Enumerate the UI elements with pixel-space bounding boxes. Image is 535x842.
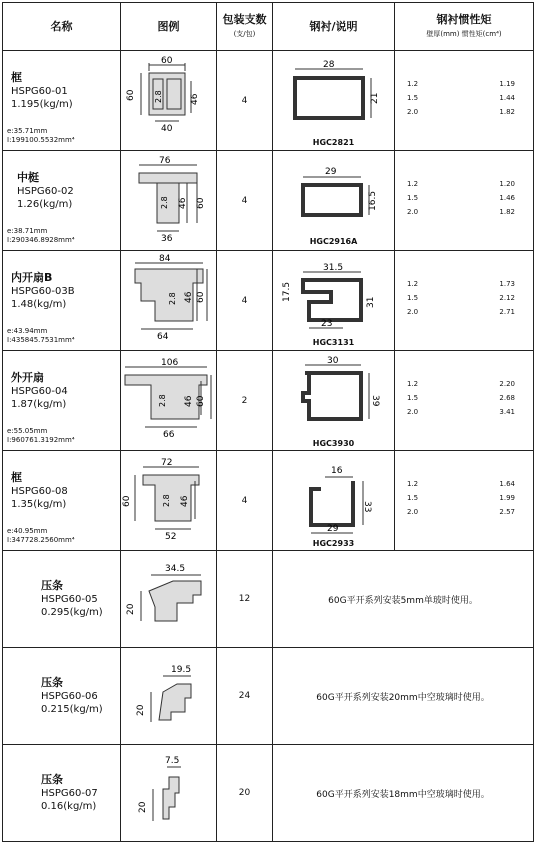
steel-code: HGC3930 (312, 439, 355, 448)
header-steel: 钢衬/说明 (273, 3, 395, 51)
thickness: 1.5 (407, 393, 419, 402)
steel-drawing (273, 453, 395, 535)
dim-label: 28 (323, 60, 335, 70)
steel-drawing (273, 54, 395, 134)
qty-cell: 4 (217, 51, 273, 151)
name-cell (3, 648, 121, 745)
profile-weight: 1.48(kg/m) (11, 299, 67, 310)
header-row (3, 3, 534, 51)
dim-label: 17.5 (282, 281, 292, 302)
profile-drawing (121, 648, 217, 740)
inertia-list (395, 280, 533, 322)
name-cell (3, 151, 121, 251)
moment: 1.82 (499, 107, 515, 116)
moment: 1.19 (499, 79, 515, 88)
dim-label: 2.8 (160, 196, 169, 209)
profile-drawing (121, 451, 217, 546)
profile-name: 中梃 (17, 171, 39, 184)
dim-label: 19.5 (171, 665, 192, 675)
thickness: 2.0 (407, 407, 419, 416)
thickness: 2.0 (407, 207, 419, 216)
name-cell (3, 351, 121, 451)
dim-label: 46 (178, 197, 188, 209)
moment: 2.12 (499, 293, 515, 302)
inertia-list (395, 180, 533, 222)
moment: 3.41 (499, 407, 515, 416)
table-row (3, 51, 534, 151)
thickness: 1.5 (407, 93, 419, 102)
profile-name: 压条 (41, 676, 63, 689)
header-inertia (395, 3, 534, 51)
profile-code: HSPG60-03B (11, 286, 75, 297)
table-row (3, 745, 534, 842)
thickness: 1.2 (407, 79, 419, 88)
dim-label: 60 (126, 89, 136, 101)
moment: 1.64 (499, 479, 515, 488)
profile-code: HSPG60-01 (11, 86, 68, 97)
moment: 2.68 (499, 393, 515, 402)
thickness: 1.2 (407, 179, 419, 188)
steel-code: HGC2916A (309, 237, 358, 246)
name-cell (3, 251, 121, 351)
header-packing-label: 包装支数 (222, 12, 267, 26)
header-figure: 图例 (121, 3, 217, 51)
thickness: 1.5 (407, 193, 419, 202)
header-packing (217, 3, 273, 51)
profile-code: HSPG60-04 (11, 386, 68, 397)
profile-drawing (121, 351, 217, 446)
moment: 1.73 (499, 279, 515, 288)
header-name: 名称 (3, 3, 121, 51)
inertia-cell (395, 451, 534, 551)
figure-cell (121, 745, 217, 842)
thickness: 1.2 (407, 479, 419, 488)
profile-e: e:55.05mm (7, 427, 48, 435)
header-packing-unit: (支/包) (233, 29, 256, 38)
thickness: 1.2 (407, 279, 419, 288)
inertia-cell (395, 51, 534, 151)
dim-label: 7.5 (165, 756, 180, 766)
dim-label: 20 (138, 801, 148, 813)
profile-name: 压条 (41, 579, 63, 592)
steel-cell (273, 351, 395, 451)
dim-label: 16.5 (368, 190, 378, 211)
steel-cell (273, 51, 395, 151)
qty-cell: 4 (217, 251, 273, 351)
profile-e: e:35.71mm (7, 127, 48, 135)
dim-label: 84 (159, 254, 171, 264)
figure-cell (121, 151, 217, 251)
profile-e: e:40.95mm (7, 527, 48, 535)
steel-code: HGC2933 (312, 539, 355, 548)
moment: 2.20 (499, 379, 515, 388)
dim-label: 20 (136, 704, 146, 716)
table-row (3, 551, 534, 648)
moment: 2.57 (499, 507, 515, 516)
table-row (3, 151, 534, 251)
dim-label: 33 (362, 501, 372, 513)
profile-drawing (121, 151, 217, 246)
qty-cell: 12 (217, 551, 273, 648)
dim-label: 23 (321, 319, 333, 329)
inertia-cell (395, 351, 534, 451)
profile-e: e:43.94mm (7, 327, 48, 335)
dim-label: 34.5 (165, 564, 186, 574)
table-row (3, 351, 534, 451)
figure-cell (121, 648, 217, 745)
steel-cell (273, 451, 395, 551)
profile-code: HSPG60-02 (17, 186, 74, 197)
profile-drawing (121, 551, 217, 643)
steel-drawing (273, 254, 395, 334)
profile-name: 外开扇 (11, 371, 44, 384)
figure-cell (121, 451, 217, 551)
thickness: 1.2 (407, 379, 419, 388)
dim-label: 60 (196, 395, 206, 407)
profile-weight: 0.295(kg/m) (41, 607, 103, 618)
profile-code: HSPG60-05 (41, 594, 98, 605)
profile-name: 框 (11, 71, 22, 84)
dim-label: 36 (161, 234, 173, 244)
dim-label: 46 (184, 291, 194, 303)
inertia-list (395, 480, 533, 522)
profile-inertia: I:347728.2560mm⁴ (7, 536, 75, 544)
profile-code: HSPG60-08 (11, 486, 68, 497)
inertia-cell (395, 151, 534, 251)
dim-label: 46 (180, 495, 190, 507)
profile-inertia: I:960761.3192mm⁴ (7, 436, 75, 444)
profile-weight: 1.35(kg/m) (11, 499, 67, 510)
moment: 1.20 (499, 179, 515, 188)
inertia-cell (395, 251, 534, 351)
dim-label: 20 (126, 603, 136, 615)
profile-weight: 1.195(kg/m) (11, 99, 73, 110)
profile-e: e:38.71mm (7, 227, 48, 235)
qty-cell: 4 (217, 451, 273, 551)
qty-cell: 20 (217, 745, 273, 842)
profile-code: HSPG60-06 (41, 691, 98, 702)
profile-drawing (121, 745, 217, 837)
dim-label: 31.5 (323, 263, 344, 273)
inertia-list (395, 380, 533, 422)
profile-weight: 0.16(kg/m) (41, 801, 97, 812)
dim-label: 64 (157, 332, 169, 342)
name-cell (3, 451, 121, 551)
dim-label: 2.8 (158, 394, 167, 407)
qty-cell: 24 (217, 648, 273, 745)
name-cell (3, 51, 121, 151)
dim-label: 52 (165, 532, 177, 542)
profile-drawing (121, 251, 217, 346)
dim-label: 30 (327, 356, 339, 366)
dim-label: 72 (161, 458, 173, 468)
dim-label: 76 (159, 156, 171, 166)
dim-label: 60 (196, 291, 206, 303)
dim-label: 2.8 (168, 292, 177, 305)
profile-name: 框 (11, 471, 22, 484)
steel-code: HGC2821 (312, 138, 355, 147)
dim-label: 106 (161, 358, 179, 368)
thickness: 1.5 (407, 493, 419, 502)
figure-cell (121, 351, 217, 451)
profile-inertia: I:435845.7531mm⁴ (7, 336, 75, 344)
steel-drawing (273, 155, 395, 233)
table-row (3, 251, 534, 351)
dim-label: 2.8 (154, 90, 163, 103)
thickness: 1.5 (407, 293, 419, 302)
figure-cell (121, 551, 217, 648)
steel-cell (273, 151, 395, 251)
moment: 1.46 (499, 193, 515, 202)
profile-weight: 1.87(kg/m) (11, 399, 67, 410)
dim-label: 60 (196, 197, 206, 209)
dim-label: 60 (122, 495, 132, 507)
usage-note: 60G平开系列安装5mm单玻时使用。 (273, 551, 534, 648)
table-row (3, 451, 534, 551)
profile-table (2, 2, 534, 842)
dim-label: 29 (325, 167, 337, 177)
steel-cell (273, 251, 395, 351)
thickness: 2.0 (407, 507, 419, 516)
qty-cell: 4 (217, 151, 273, 251)
dim-label: 16 (331, 466, 343, 476)
steel-drawing (273, 353, 395, 435)
dim-label: 2.8 (162, 494, 171, 507)
header-inertia-sub: 壁厚(mm) 惯性矩(cm⁴) (426, 29, 502, 38)
dim-label: 40 (161, 124, 173, 134)
name-cell (3, 551, 121, 648)
profile-code: HSPG60-07 (41, 788, 98, 799)
figure-cell (121, 51, 217, 151)
table-row (3, 648, 534, 745)
steel-code: HGC3131 (312, 338, 355, 347)
dim-label: 31 (366, 296, 376, 308)
profile-inertia: I:290346.8928mm⁴ (7, 236, 75, 244)
thickness: 2.0 (407, 307, 419, 316)
moment: 1.44 (499, 93, 515, 102)
qty-cell: 2 (217, 351, 273, 451)
usage-note: 60G平开系列安装20mm中空玻璃时使用。 (273, 648, 534, 745)
profile-weight: 1.26(kg/m) (17, 199, 73, 210)
profile-inertia: I:199100.5532mm⁴ (7, 136, 75, 144)
dim-label: 60 (161, 56, 173, 66)
thickness: 2.0 (407, 107, 419, 116)
dim-label: 46 (184, 395, 194, 407)
profile-weight: 0.215(kg/m) (41, 704, 103, 715)
name-cell (3, 745, 121, 842)
profile-name: 压条 (41, 773, 63, 786)
dim-label: 39 (370, 395, 380, 407)
figure-cell (121, 251, 217, 351)
inertia-list (395, 80, 533, 122)
header-inertia-label: 钢衬惯性矩 (436, 12, 492, 26)
profile-name: 内开扇B (11, 271, 53, 284)
moment: 1.99 (499, 493, 515, 502)
moment: 2.71 (499, 307, 515, 316)
profile-drawing (121, 51, 217, 146)
dim-label: 29 (327, 524, 339, 534)
dim-label: 21 (370, 92, 380, 104)
usage-note: 60G平开系列安装18mm中空玻璃时使用。 (273, 745, 534, 842)
moment: 1.82 (499, 207, 515, 216)
dim-label: 46 (190, 93, 200, 105)
dim-label: 66 (163, 430, 175, 440)
